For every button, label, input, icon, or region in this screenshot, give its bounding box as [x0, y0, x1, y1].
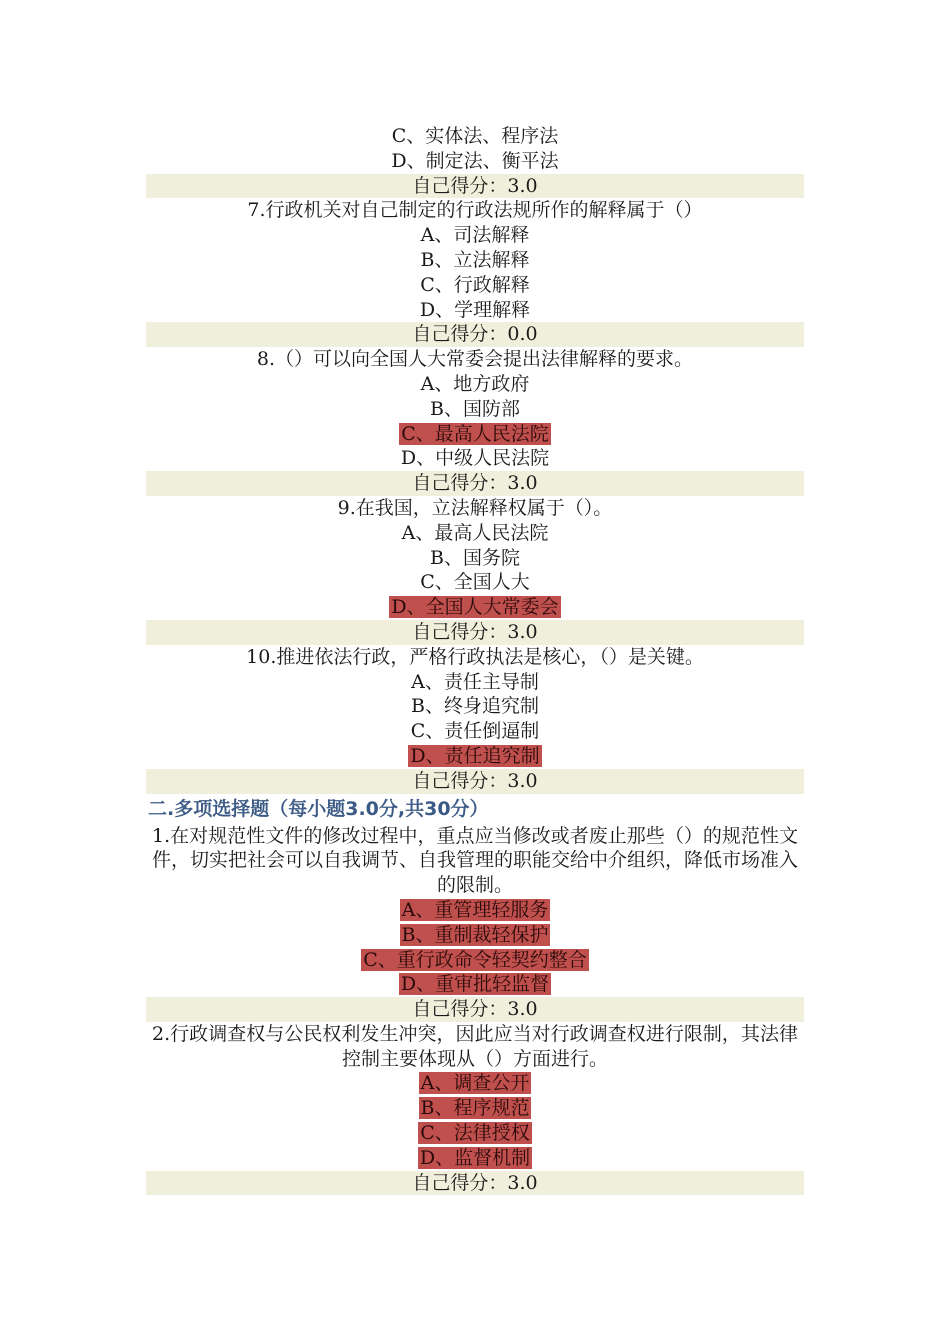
- option: [146, 372, 804, 397]
- option: [146, 149, 804, 174]
- option-selected: [146, 595, 804, 620]
- option-label: D、中级人民法院: [400, 447, 550, 470]
- question-text: 2.行政调查权与公民权利发生冲突，因此应当对行政调查权进行限制，其法律控制主要体现从（）方面进行。: [152, 1022, 798, 1070]
- question-text: 8.（）可以向全国人大常委会提出法律解释的要求。: [256, 348, 694, 371]
- score-line: 自己得分：3.0: [146, 997, 804, 1022]
- option-label: B、国防部: [430, 397, 520, 420]
- option: [146, 248, 804, 273]
- option: [146, 273, 804, 298]
- option: [146, 298, 804, 323]
- option-label: C、责任倒逼制: [410, 720, 540, 743]
- option-selected: [146, 744, 804, 769]
- score-line: 自己得分：3.0: [146, 769, 804, 794]
- option-label: D、重审批轻监督: [400, 973, 550, 996]
- option: [146, 124, 804, 149]
- option-selected: [146, 972, 804, 997]
- option-selected: [146, 898, 804, 923]
- option-label: C、实体法、程序法: [391, 125, 559, 147]
- option-selected: [146, 1146, 804, 1171]
- option-selected: [146, 1121, 804, 1146]
- score-line: 自己得分：3.0: [146, 471, 804, 496]
- option-label: B、重制裁轻保护: [401, 923, 549, 946]
- option: [146, 397, 804, 422]
- quiz-results: [146, 124, 804, 1195]
- question-text: 7.行政机关对自己制定的行政法规所作的解释属于（）: [247, 199, 703, 222]
- option-label: B、终身追究制: [411, 695, 539, 718]
- option-label: A、最高人民法院: [401, 521, 549, 544]
- option-label: B、国务院: [430, 546, 520, 569]
- option-label: A、调查公开: [420, 1072, 530, 1095]
- option-selected: [146, 948, 804, 973]
- option-label: D、监督机制: [419, 1146, 531, 1169]
- option-label: C、最高人民法院: [401, 422, 549, 445]
- option: [146, 546, 804, 571]
- option: [146, 521, 804, 546]
- option: [146, 223, 804, 248]
- option-label: D、制定法、衡平法: [391, 149, 559, 172]
- section-heading: 二.多项选择题（每小题3.0分,共30分）: [148, 797, 489, 820]
- option-label: A、重管理轻服务: [401, 898, 549, 921]
- option-label: D、学理解释: [419, 298, 531, 321]
- question-text: 1.在对规范性文件的修改过程中，重点应当修改或者废止那些（）的规范性文件，切实把社会可以自我调节、自我管理的职能交给中介组织，降低市场准入的限制。: [152, 824, 799, 897]
- option-selected: [146, 1096, 804, 1121]
- question-text: 9.在我国，立法解释权属于（）。: [337, 496, 613, 519]
- option-label: B、程序规范: [420, 1097, 530, 1120]
- option: [146, 446, 804, 471]
- option: [146, 694, 804, 719]
- option-label: C、全国人大: [420, 571, 530, 594]
- score-line: 自己得分：3.0: [146, 1171, 804, 1196]
- option-selected: [146, 1071, 804, 1096]
- score-line: 自己得分：0.0: [146, 322, 804, 347]
- score-line: 自己得分：3.0: [146, 174, 804, 199]
- score-line: 自己得分：3.0: [146, 620, 804, 645]
- option-selected: [146, 923, 804, 948]
- option-label: C、法律授权: [420, 1122, 530, 1145]
- option-label: B、立法解释: [420, 248, 530, 271]
- option-label: A、地方政府: [420, 372, 530, 395]
- option: [146, 719, 804, 744]
- option-label: D、责任追究制: [410, 744, 540, 767]
- question-text: 10.推进依法行政，严格行政执法是核心，（）是关键。: [246, 645, 704, 668]
- option-selected: [146, 422, 804, 447]
- option-label: C、重行政命令轻契约整合: [363, 948, 587, 971]
- option: [146, 570, 804, 595]
- option-label: D、全国人大常委会: [391, 596, 559, 619]
- option: [146, 670, 804, 695]
- option-label: A、司法解释: [420, 224, 530, 247]
- option-label: C、行政解释: [420, 273, 530, 296]
- option-label: A、责任主导制: [411, 670, 539, 693]
